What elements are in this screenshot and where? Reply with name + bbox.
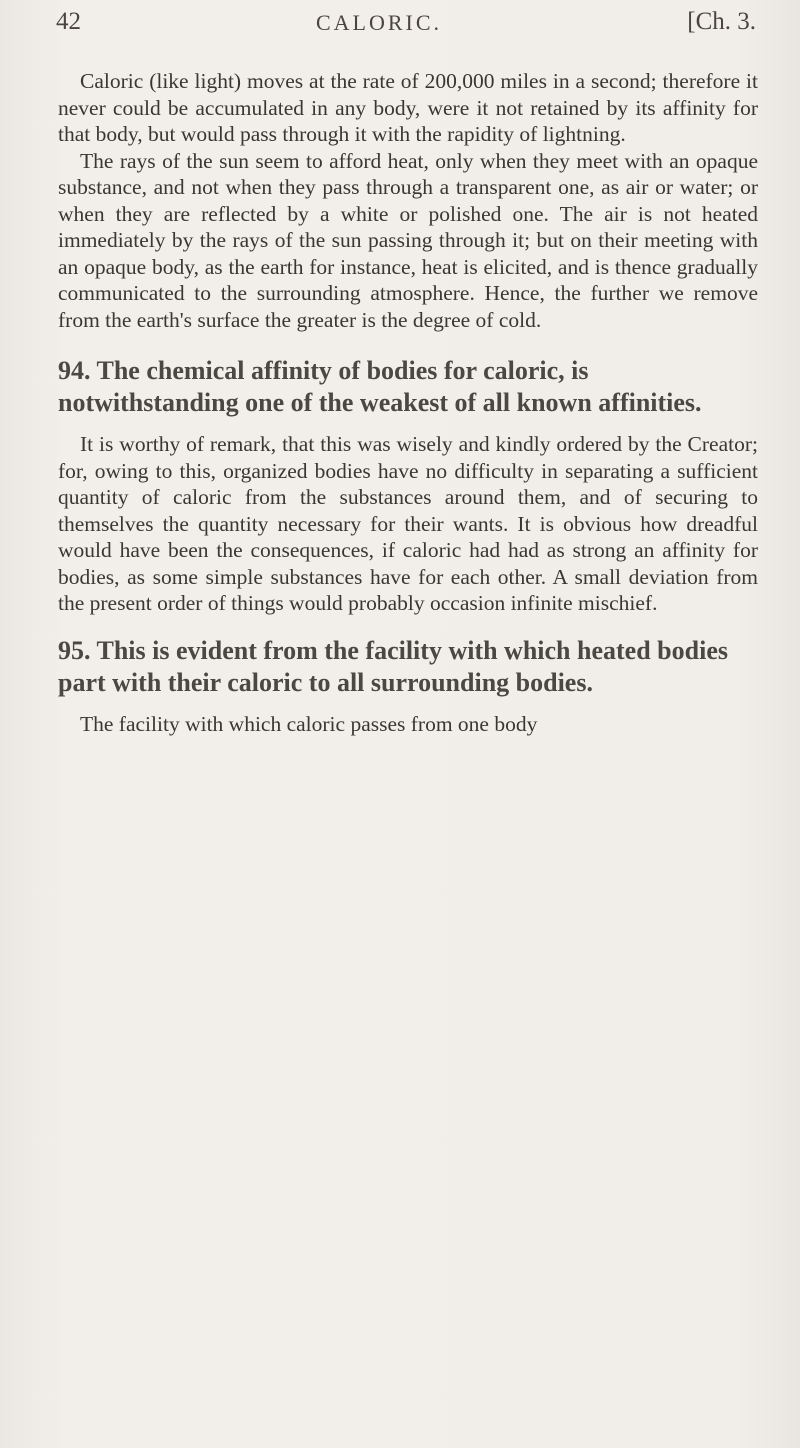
section-number-94: 94. — [58, 356, 91, 385]
paragraph-creator-order: It is worthy of remark, that this was wisely and kindly ordered by the Creator; for, owing to this, organized bodies have no difficulty in separating a sufficient quantity of caloric from the substances around them, and of securing to themselves the quantity necessary for their wants. It is obvious how dreadful would have been the consequences, if caloric had had as strong an affinity for bodies, as some simple substances have for each other. A small deviation from the present order of things would probably occasion infinite mischief. — [58, 432, 758, 615]
section-heading-94 — [58, 355, 758, 419]
paragraph-caloric-speed: Caloric (like light) moves at the rate of 200,000 miles in a second; therefore it never could be accumulated in any body, were it not retained by its affinity for that body, but would pass through it with the rapidity of lightning. — [58, 69, 758, 146]
page-header — [56, 8, 768, 44]
chapter-reference: [Ch. 3. — [687, 8, 756, 35]
section-heading-95 — [58, 635, 758, 699]
section-title-95: This is evident from the facility with which heated bodies part with their caloric to all surrounding bodies. — [58, 635, 728, 697]
page-number: 42 — [56, 8, 81, 35]
section-title-94: The chemical affinity of bodies for caloric, is notwithstanding one of the weakest of all known affinities. — [58, 356, 702, 417]
paragraph-sun-rays: The rays of the sun seem to afford heat, only when they meet with an opaque substance, and not when they pass through a transparent one, as air or water; or when they are reflected by a white or polished one. The air is not heated immediately by the rays of the sun passing through it; but on their meeting with an opaque body, as the earth for instance, heat is elicited, and is thence gradually communicated to the surrounding atmosphere. Hence, the further we remove from the earth's surface the greater is the degree of cold. — [58, 148, 758, 332]
paragraph-facility: The facility with which caloric passes from one body — [80, 711, 538, 736]
section-number-95: 95. — [58, 635, 91, 665]
page-body — [58, 68, 758, 1418]
running-title: CALORIC. — [316, 10, 443, 35]
